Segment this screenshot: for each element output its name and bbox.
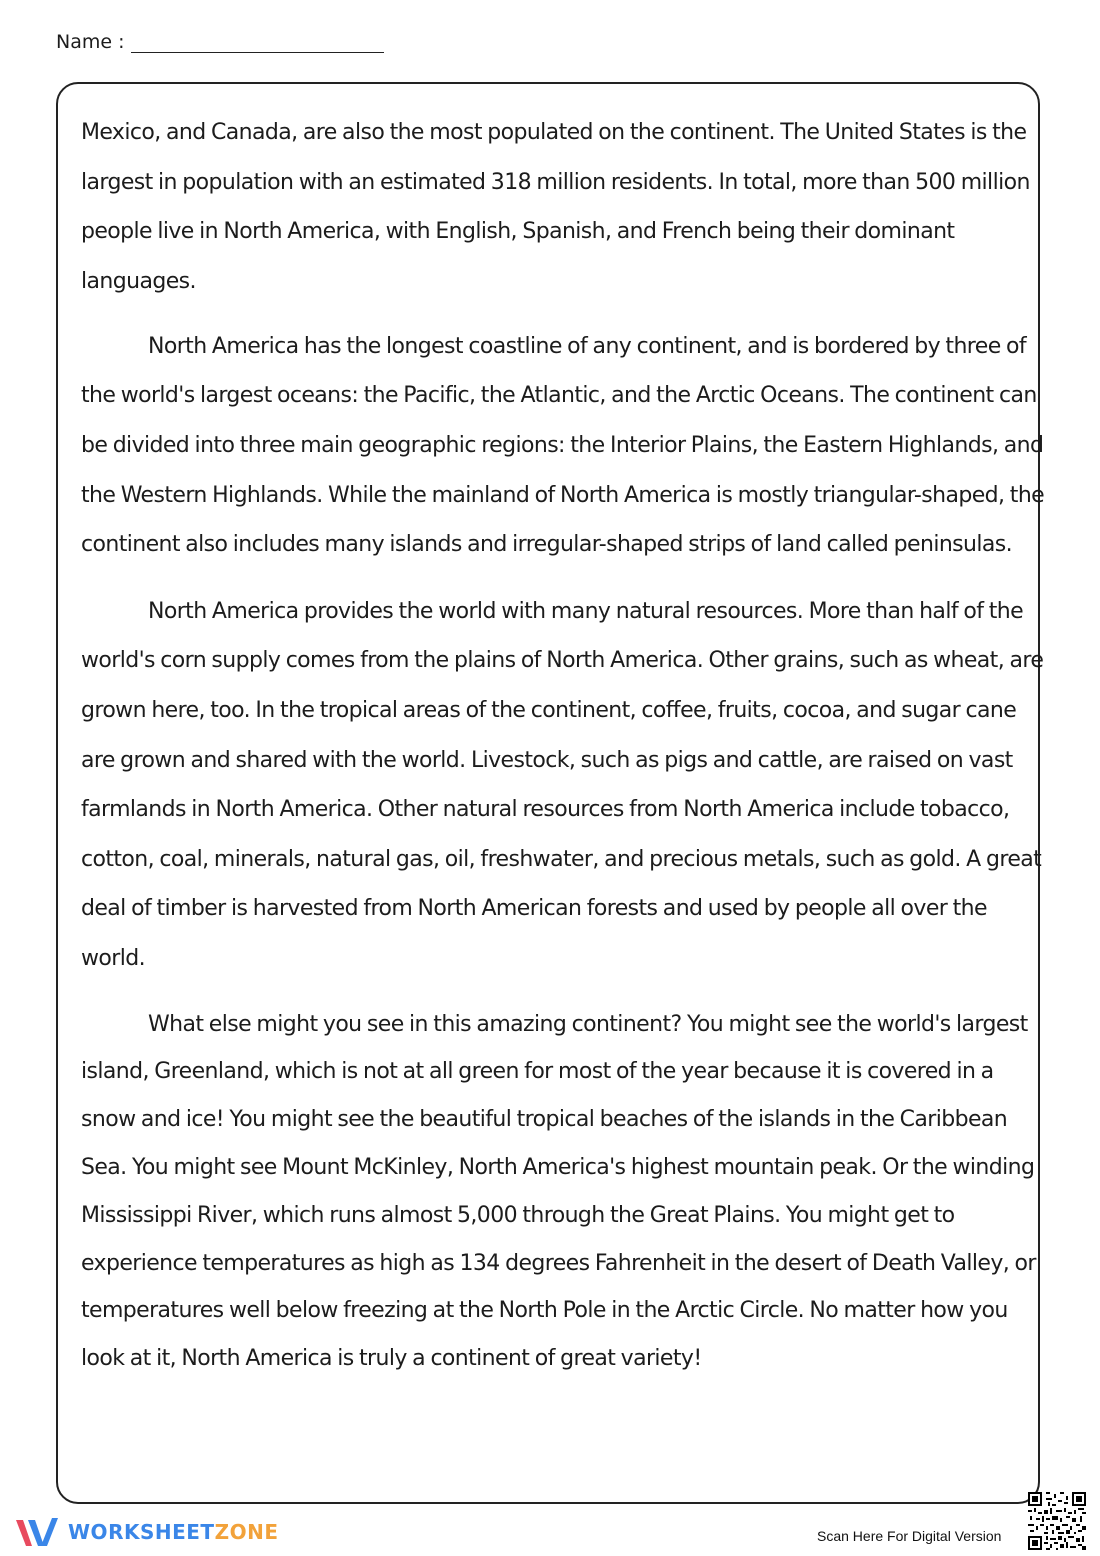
- name-blank-line[interactable]: [131, 30, 384, 53]
- worksheetzone-logo-icon: [14, 1514, 60, 1550]
- passage-paragraph-1: Mexico, and Canada, are also the most populated on the continent. The United States is the largest in population with an estimated 318 million residents. In total, more than 500 million people live in North America, with English, Spanish, and French being their dominant languages.: [81, 120, 1030, 295]
- passage-paragraph-4: What else might you see in this amazing continent? You might see the world's largest island, Greenland, which is not at all green for most of the year because it is covered in a snow and ice! You might see the beautiful tropical beaches of the islands in the Caribbean Sea. You might see Mount McKinley, North America's highest mountain peak. Or the winding Mississippi River, which runs almost 5,000 through the Great Plains. You might get to experience temperatures as high as 134 degrees Fahrenheit in the desert of Death Valley, or temperatures well below freezing at the North Pole in the Arctic Circle. No matter how you look at it, North America is truly a continent of great variety!: [81, 1011, 1036, 1372]
- brand-name: [68, 1520, 278, 1544]
- qr-code-icon[interactable]: [1028, 1492, 1086, 1550]
- name-field-row: [56, 30, 384, 53]
- name-label: Name :: [56, 31, 125, 53]
- passage-paragraph-2: North America has the longest coastline of any continent, and is bordered by three of the world's largest oceans: the Pacific, the Atlantic, and the Arctic Oceans. The continent can be divided into three main geographic regions: the Interior Plains, the Eastern Highlands, and the Western Highlands. While the mainland of North America is mostly triangular-shaped, the continent also includes many islands and irregular-shaped strips of land called peninsulas.: [81, 333, 1045, 558]
- reading-passage: [81, 108, 1051, 1383]
- passage-paragraph-3: North America provides the world with many natural resources. More than half of the world's corn supply comes from the plains of North America. Other grains, such as wheat, are grown here, too. In the tropical areas of the continent, coffee, fruits, cocoa, and sugar cane are grown and shared with the world. Livestock, such as pigs and cattle, are raised on vast farmlands in North America. Other natural resources from North America include tobacco, cotton, coal, minerals, natural gas, oil, freshwater, and precious metals, such as gold. A great deal of timber is harvested from North American forests and used by people all over the world.: [81, 598, 1044, 971]
- brand-name-part-2: ZONE: [214, 1520, 279, 1544]
- brand-name-part-1: WORKSHEET: [68, 1520, 215, 1544]
- scan-for-digital-label: Scan Here For Digital Version: [817, 1528, 1002, 1544]
- worksheetzone-logo[interactable]: [14, 1514, 278, 1550]
